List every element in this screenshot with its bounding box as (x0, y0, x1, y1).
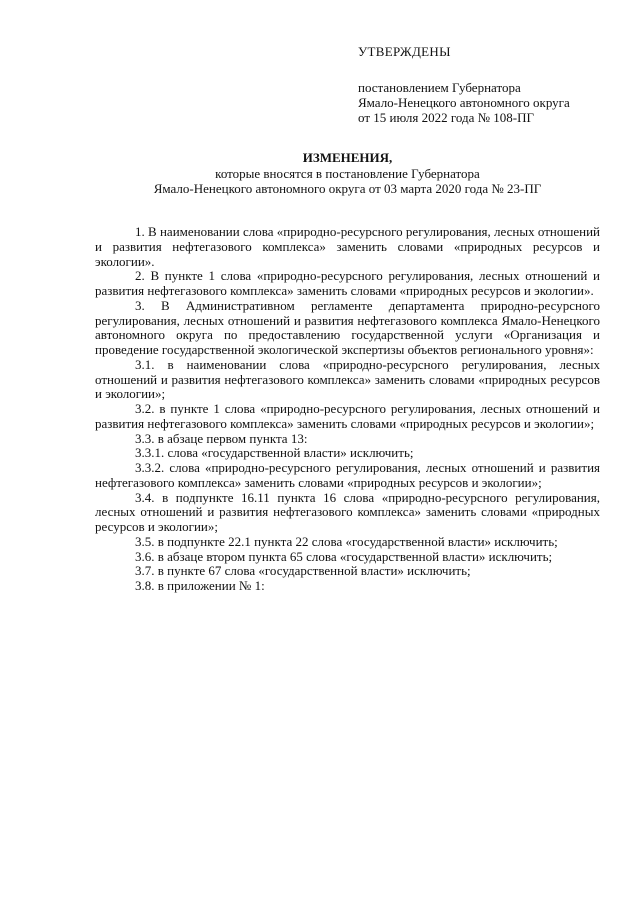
paragraph-3-2: 3.2. в пункте 1 слова «природно-ресурсного регулирования, лесных отношений и развития нефтегазового комплекса» заменить словами «природных ресурсов и экологии»; (95, 401, 600, 431)
approval-block (358, 44, 618, 125)
paragraph-3-6: 3.6. в абзаце втором пункта 65 слова «государственной власти» исключить; (135, 548, 553, 564)
approval-line: Ямало-Ненецкого автономного округа (358, 95, 570, 110)
document-heading (95, 150, 600, 196)
paragraph-2: 2. В пункте 1 слова «природно-ресурсного регулирования, лесных отношений и развития нефтегазового комплекса» заменить словами «природных ресурсов и экологии». (95, 268, 600, 298)
paragraph-3-8: 3.8. в приложении № 1: (135, 578, 265, 593)
paragraph-3-4: 3.4. в подпункте 16.11 пункта 16 слова «природно-ресурсного регулирования, лесных отношений и развития нефтегазового комплекса» заменить словами «природных ресурсов и экологии»; (95, 489, 600, 534)
paragraph-3-3-1: 3.3.1. слова «государственной власти» исключить; (135, 445, 414, 461)
approval-line: постановлением Губернатора (358, 80, 521, 95)
paragraph-3-7: 3.7. в пункте 67 слова «государственной власти» исключить; (135, 563, 471, 579)
document-subtitle-line: Ямало-Ненецкого автономного округа от 03 марта 2020 года № 23-ПГ (153, 181, 542, 196)
paragraph-3-1: 3.1. в наименовании слова «природно-ресурсного регулирования, лесных отношений и развития нефтегазового комплекса» заменить словами «природных ресурсов и экологии»; (95, 356, 600, 402)
paragraph-3-5: 3.5. в подпункте 22.1 пункта 22 слова «государственной власти» исключить; (135, 533, 558, 549)
paragraph-3-3: 3.3. в абзаце первом пункта 13: (135, 430, 308, 446)
document-subtitle-line: которые вносятся в постановление Губернатора (215, 166, 480, 181)
paragraph-3-3-2: 3.3.2. слова «природно-ресурсного регулирования, лесных отношений и развития нефтегазового комплекса» заменить словами «природных ресурсов и экологии»; (95, 460, 600, 490)
approval-line: от 15 июля 2022 года № 108-ПГ (358, 110, 534, 125)
document-title: ИЗМЕНЕНИЯ, (302, 150, 393, 165)
approval-title: УТВЕРЖДЕНЫ (358, 44, 451, 59)
paragraph-1: 1. В наименовании слова «природно-ресурсного регулирования, лесных отношений и развития нефтегазового комплекса» заменить словами «природных ресурсов и экологии». (95, 224, 600, 269)
document-body (95, 225, 600, 594)
paragraph-3: 3. В Административном регламенте департамента природно-ресурсного регулирования, лесных отношений и развития нефтегазового комплекса Ямало-Ненецкого автономного округа по предоставлению государственной услуги «Организация и проведение государственной экологической экспертизы объектов регионального уровня»: (95, 297, 600, 357)
